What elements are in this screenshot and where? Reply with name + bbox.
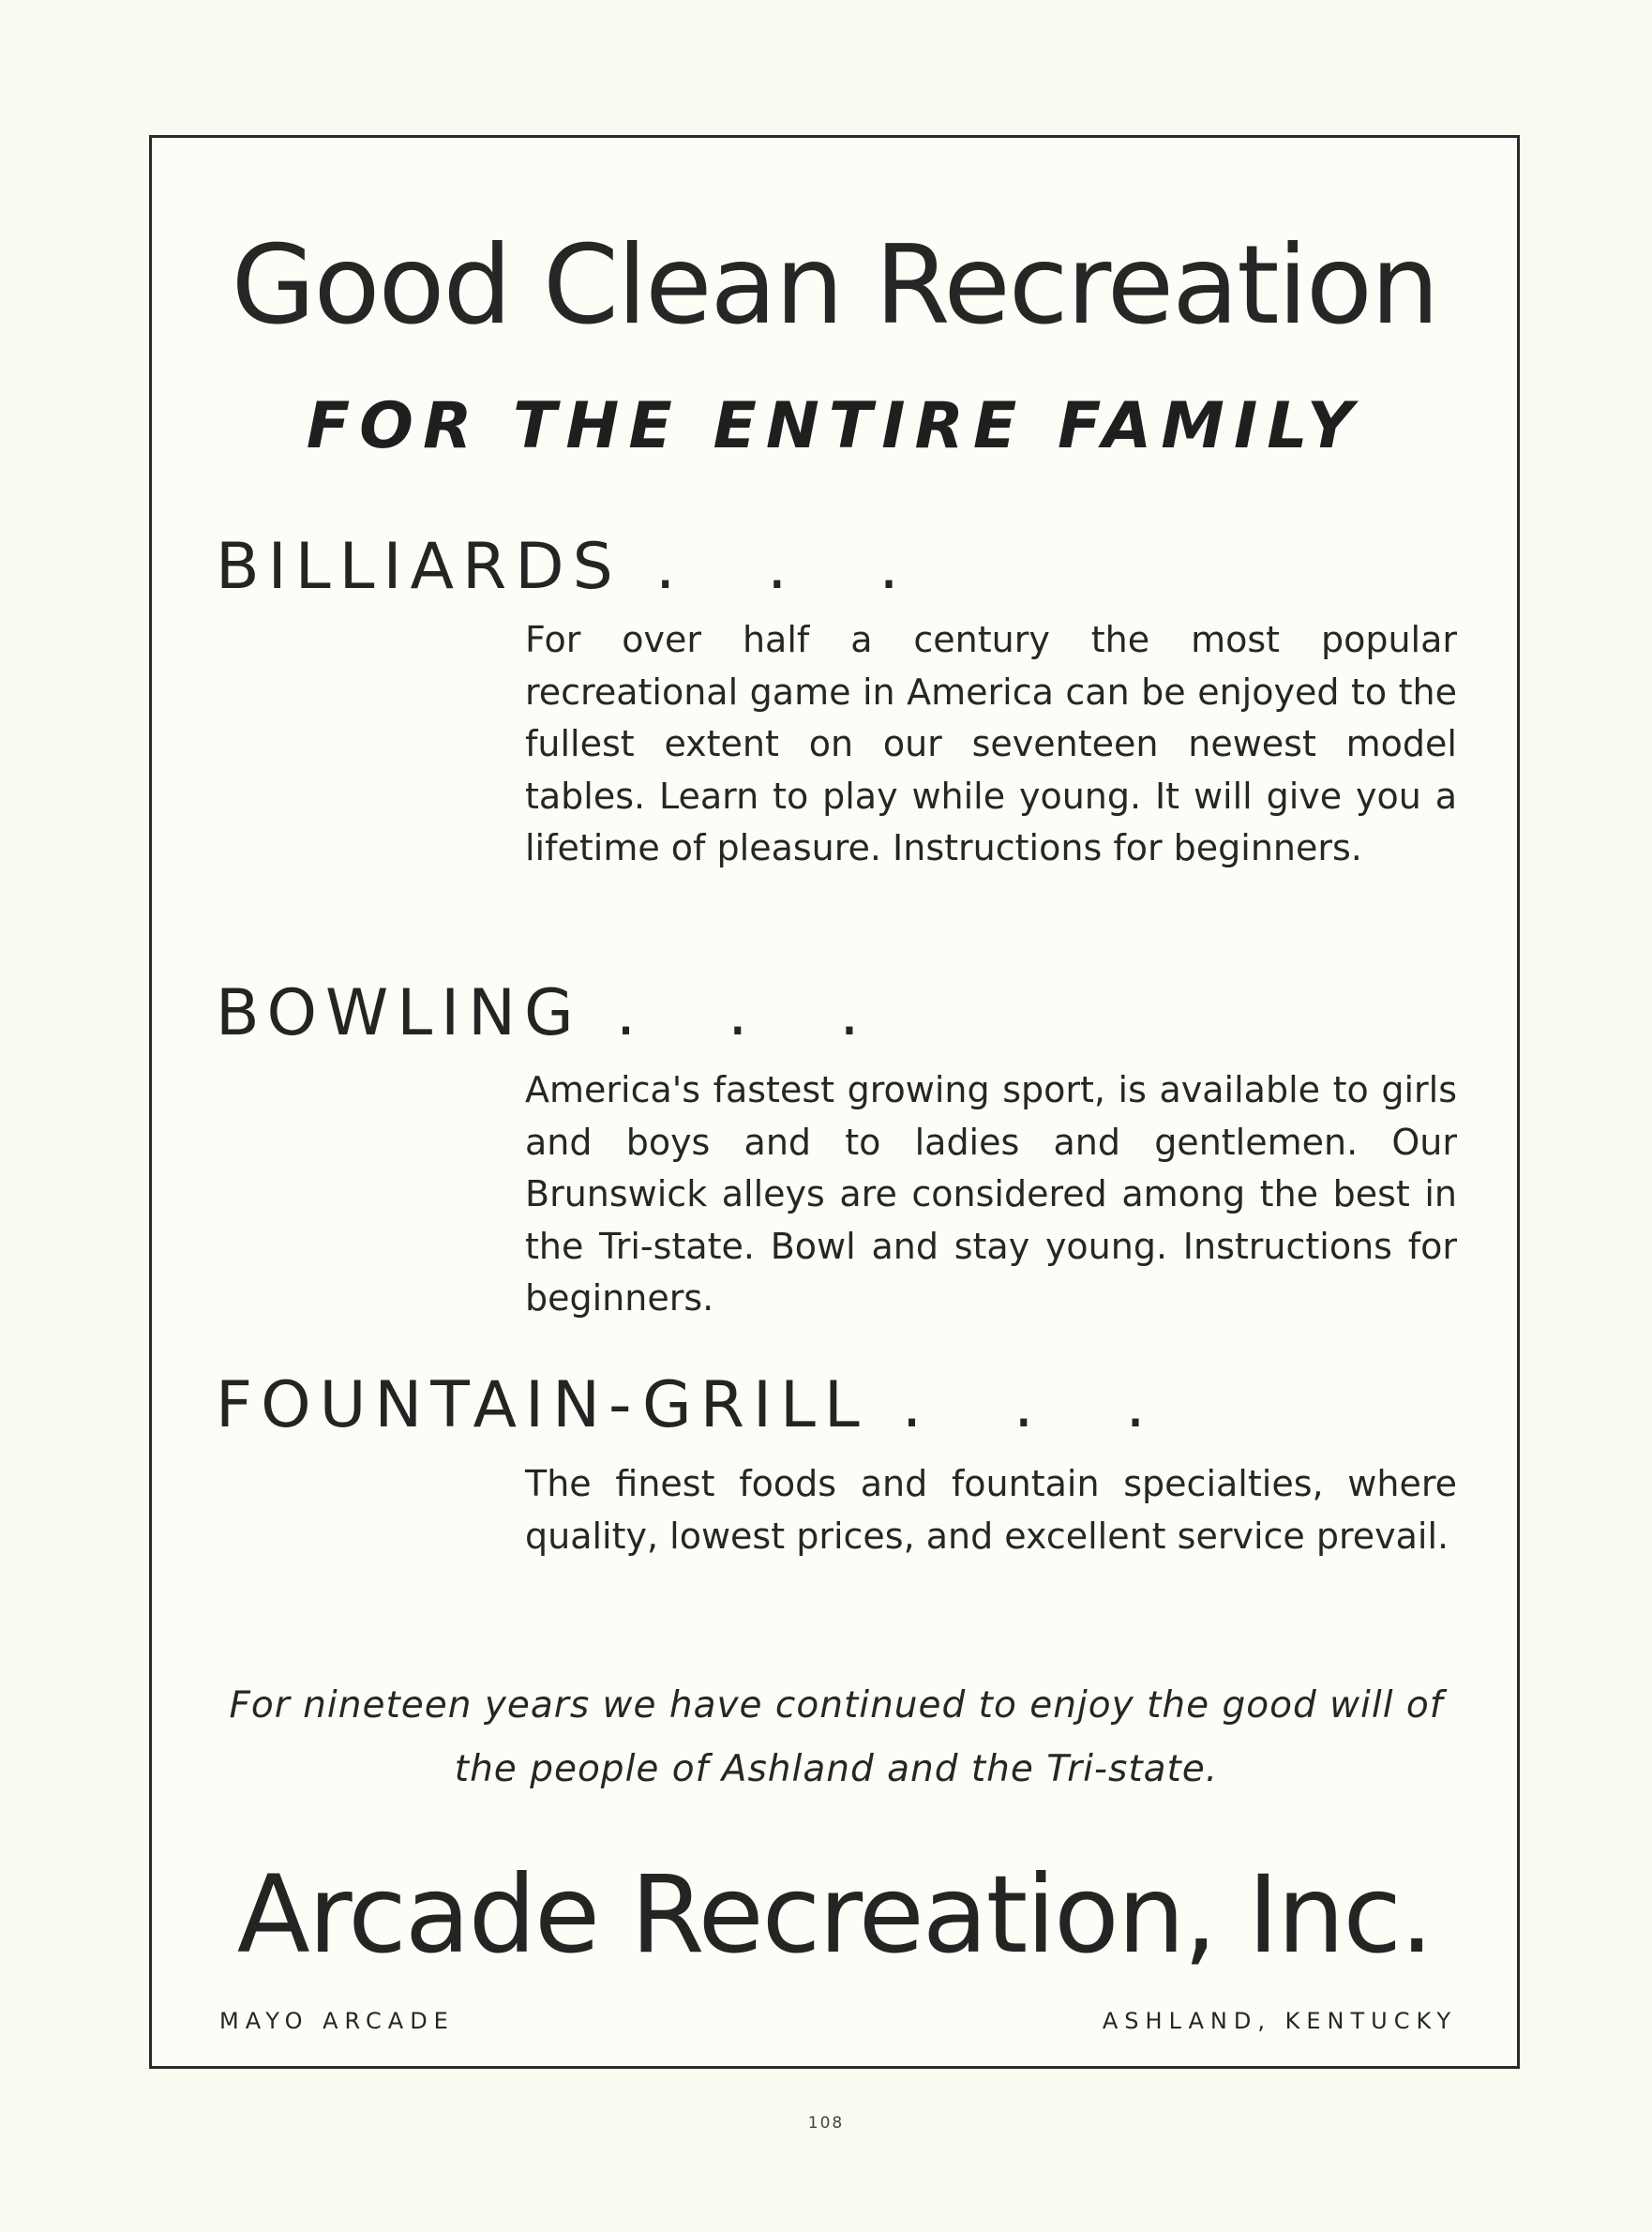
tagline: For nineteen years we have continued to enjoy the good will of the people of Ashland and the Tri-state.	[229, 1684, 1444, 1790]
section-heading-dots: . . .	[654, 530, 935, 604]
headline: Good Clean Recreation	[231, 222, 1438, 349]
company-name: Arcade Recreation, Inc.	[236, 1852, 1433, 1977]
section-body-bowling: America's fastest growing sport, is available to girls and boys and to ladies and gentlemen. Our Brunswick alleys are considered among the best in the Tri-state. Bowl and stay young. Instructions for beginners.	[525, 1069, 1457, 1319]
section-heading-billiards	[216, 530, 935, 604]
section-body-billiards: For over half a century the most popular recreational game in America can be enjoyed to the fullest extent on our seventeen newest model tables. Learn to play while young. It will give you a lifetime of pleasure. Instructions for beginners.	[525, 619, 1457, 868]
location-left: MAYO ARCADE	[219, 2008, 455, 2034]
section-heading-dots: . . .	[901, 1368, 1181, 1442]
location-right: ASHLAND, KENTUCKY	[1102, 2008, 1457, 2034]
section-heading-dots: . . .	[615, 976, 895, 1050]
section-heading-bowling	[216, 976, 895, 1050]
section-body-fountain-grill: The finest foods and fountain specialties, where quality, lowest prices, and excellent service prevail.	[525, 1463, 1457, 1557]
section-heading-text: BOWLING	[216, 976, 582, 1050]
page-number: 108	[807, 2114, 845, 2133]
section-heading-text: BILLIARDS	[216, 530, 622, 604]
section-heading-text: FOUNTAIN-GRILL	[216, 1368, 868, 1442]
subheadline: FOR THE ENTIRE FAMILY	[306, 389, 1363, 463]
section-heading-fountain-grill	[216, 1368, 1181, 1442]
advertisement-frame	[149, 135, 1520, 2069]
